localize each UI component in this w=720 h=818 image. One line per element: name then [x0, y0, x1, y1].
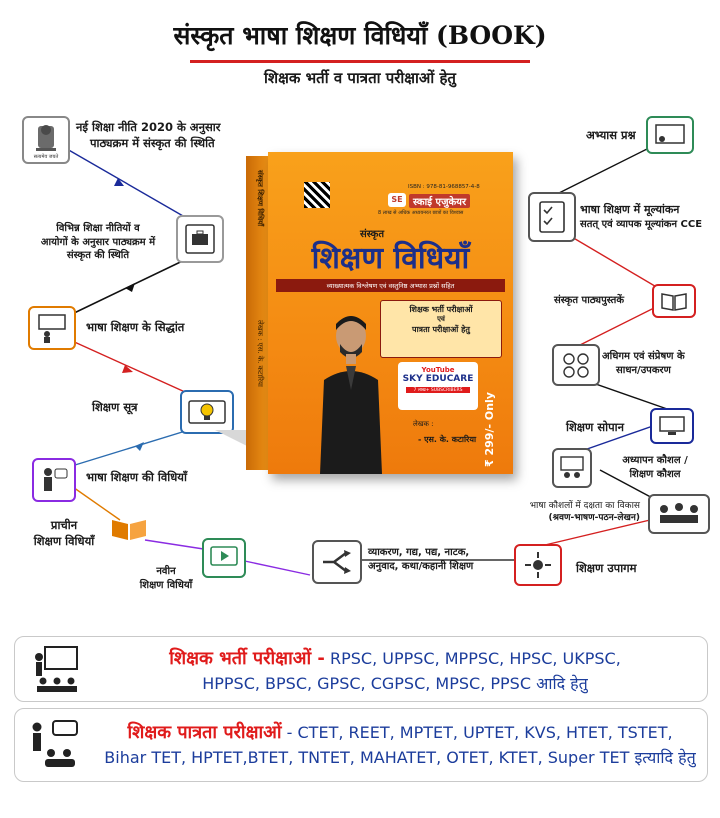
topic-teaching-skills-line2: शिक्षण कौशल [629, 468, 681, 480]
practice-board-icon [646, 116, 694, 154]
line-modern2 [240, 560, 310, 575]
topic-nep-line1: नई शिक्षा नीति 2020 के अनुसार [76, 120, 221, 134]
author-name: - एस. के. कटारिया [418, 435, 477, 444]
topic-subjects [368, 546, 473, 573]
recruitment-exams-panel [14, 636, 708, 702]
youtube-label: YouTube [421, 366, 455, 374]
video-play-icon [202, 538, 246, 578]
topic-policies [28, 222, 168, 263]
topic-tools [602, 350, 685, 377]
emblem-icon [22, 116, 70, 164]
book-main-title: शिक्षण विधियाँ [311, 241, 470, 276]
book-brand-tagline: 8 लाख से अधिक अध्ययनरत छात्रों का विश्वास [378, 210, 464, 216]
book-box-line2: एवं [437, 315, 445, 323]
topic-modern-line1: नवीन [156, 566, 176, 577]
recruitment-exams-line2: HPPSC, BPSC, GPSC, CGPSC, MPSC, PPSC आदि हेतु [202, 674, 588, 693]
topic-language-skills [480, 500, 640, 524]
topic-principles: भाषा शिक्षण के सिद्धांत [86, 320, 185, 334]
topic-language-skills-line2: (श्रवण-भाषण-पठन-लेखन) [548, 513, 640, 524]
topic-sutra: शिक्षण सूत्र [92, 400, 138, 414]
teacher-board-icon [28, 306, 76, 350]
arrow-sutra [135, 442, 144, 451]
open-book-icon [108, 512, 150, 544]
book-exam-box [380, 300, 502, 358]
topic-approach: शिक्षण उपागम [576, 561, 637, 575]
eligibility-exams-text [95, 719, 705, 770]
bulb-idea-icon [180, 390, 234, 434]
classroom-icon [27, 643, 83, 695]
topic-modern-line2: शिक्षण विधियाँ [139, 579, 193, 591]
book-box-line3: पात्रता परीक्षाओं हेतु [412, 325, 470, 334]
emblem-caption: सत्यमेव जयते [33, 154, 59, 160]
brand-logo: SE [388, 193, 406, 207]
youtube-channel: SKY EDUCARE [402, 374, 474, 384]
split-arrows-icon [312, 540, 362, 584]
recruitment-exams-heading: शिक्षक भर्ती परीक्षाओं - [169, 648, 325, 669]
topic-policies-line2: आयोगों के अनुसार पाठ्यक्रम में [40, 236, 156, 248]
topic-ancient-line1: प्राचीन [50, 518, 78, 532]
topic-subjects-line2: अनुवाद, कथा/कहानी शिक्षण [368, 560, 474, 572]
topic-tools-line2: साधन/उपकरण [616, 364, 671, 376]
monitor-icon [650, 408, 694, 444]
author-photo [316, 310, 386, 474]
topic-policies-line3: संस्कृत की स्थिति [66, 250, 130, 261]
eligibility-exams-panel [14, 708, 708, 782]
qr-code [304, 182, 330, 208]
book-price: ₹ 299/- Only [483, 392, 496, 467]
book-cover [268, 152, 513, 474]
topic-methods: भाषा शिक्षण की विधियाँ [86, 470, 187, 484]
eligibility-exams-line1: - CTET, REET, MPTET, UPTET, KVS, HTET, TSTET, [281, 723, 673, 742]
topic-nep-line2: पाठ्यक्रम में संस्कृत की स्थिति [90, 135, 215, 150]
youtube-subs: 7 लाख+ SUBSCRIBERS [406, 387, 470, 393]
topic-policies-line1: विभिन्न शिक्षा नीतियों व [56, 223, 140, 234]
briefcase-certificate-icon [176, 215, 224, 263]
teaching-skill-icon [552, 448, 592, 488]
page-title: संस्कृत भाषा शिक्षण विधियाँ (BOOK) [173, 21, 547, 50]
communication-tools-icon [552, 344, 600, 386]
recruitment-exams-text [85, 645, 705, 696]
book-brand: स्काई एजुकेयर [409, 194, 470, 208]
book-isbn: ISBN : 978-81-968857-4-8 [408, 184, 480, 190]
book-spine-title: संस्कृत शिक्षण विधियाँ [256, 170, 264, 227]
arrow-policies [125, 283, 135, 292]
topic-steps: शिक्षण सोपान [566, 420, 625, 434]
book-tagline: व्याख्यात्मक विश्लेषण एवं वस्तुनिष्ठ अभ्यास प्रश्नों सहित [276, 279, 505, 292]
line-nep [60, 145, 190, 220]
youtube-badge [398, 362, 478, 410]
topic-language-skills-line1: भाषा कौशलों में दक्षता का विकास [529, 501, 640, 511]
line-principles [70, 340, 185, 392]
author-label: लेखक : [413, 420, 434, 428]
topic-evaluation-line1: भाषा शिक्षण में मूल्यांकन [580, 203, 680, 216]
book-box-line1: शिक्षक भर्ती परीक्षाओं [409, 305, 473, 314]
group-discussion-icon [648, 494, 710, 534]
topic-modern-methods [126, 565, 206, 592]
topic-nep-2020 [76, 120, 220, 151]
recruitment-exams-line1: RPSC, UPPSC, MPPSC, HPSC, UKPSC, [324, 649, 621, 668]
eligibility-exams-line2: Bihar TET, HPTET,BTET, TNTET, MAHATET, OTET, KTET, Super TET इत्यादि हेतु [104, 748, 696, 767]
checklist-icon [528, 192, 576, 242]
book-small-title: संस्कृत [360, 229, 385, 240]
topic-teaching-skills [600, 454, 710, 481]
topic-evaluation-line2: सतत् एवं व्यापक मूल्यांकन CCE [580, 218, 703, 230]
topic-evaluation [580, 203, 702, 231]
page-subtitle: शिक्षक भर्ती व पात्रता परीक्षाओं हेतु [264, 69, 456, 87]
speaker-audience-icon [27, 717, 83, 773]
eligibility-exams-heading: शिक्षक पात्रता परीक्षाओं [127, 722, 282, 743]
book-spine-author: लेखक : एस. के. कटारिया [256, 320, 264, 387]
textbook-icon [652, 284, 696, 318]
topic-textbooks: संस्कृत पाठ्यपुस्तकें [554, 295, 625, 306]
topic-ancient-line2: शिक्षण विधियाँ [33, 533, 95, 548]
presenter-icon [32, 458, 76, 502]
approach-arrows-icon [514, 544, 562, 586]
topic-subjects-line1: व्याकरण, गद्य, पद्य, नाटक, [368, 547, 470, 558]
topic-practice: अभ्यास प्रश्न [586, 128, 636, 142]
topic-ancient-methods [24, 518, 104, 549]
topic-tools-line1: अधिगम एवं संप्रेषण के [602, 351, 685, 362]
topic-teaching-skills-line1: अध्यापन कौशल / [622, 455, 688, 466]
line-modern [145, 540, 210, 550]
